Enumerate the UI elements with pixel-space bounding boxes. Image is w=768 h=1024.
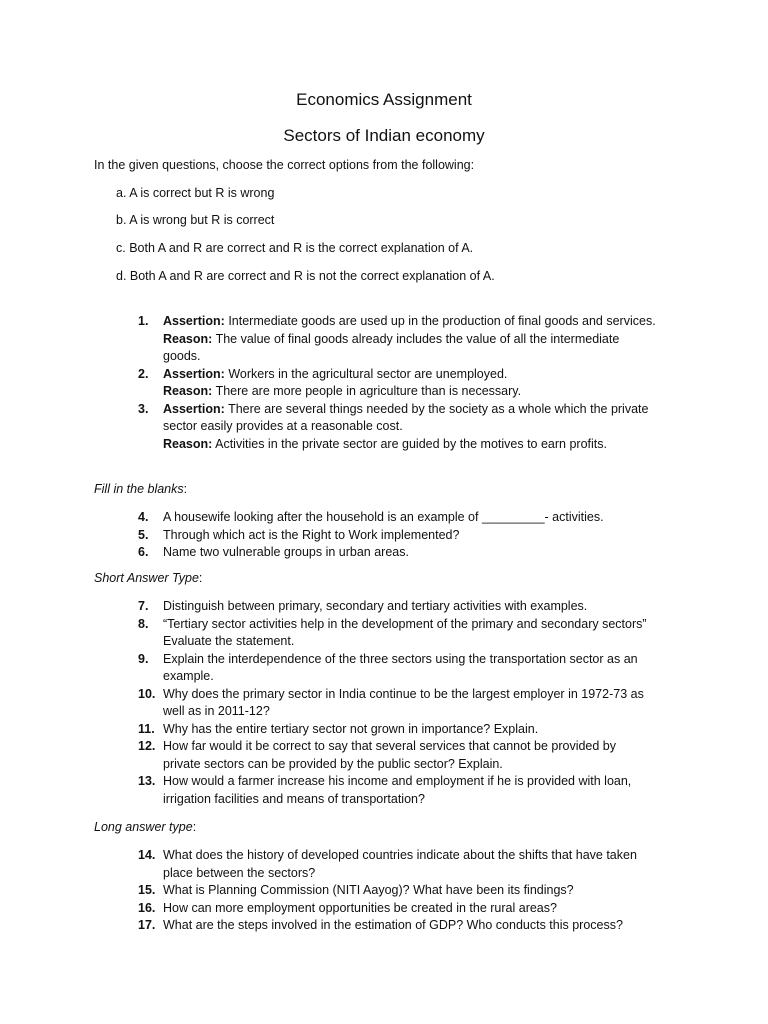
question-text xyxy=(163,721,698,739)
list-item xyxy=(138,401,698,454)
question-line: place between the sectors? xyxy=(163,865,316,880)
section-heading-colon: : xyxy=(192,820,197,834)
document-title: Economics Assignment xyxy=(296,90,472,109)
list-item xyxy=(138,509,698,527)
reason-text: The value of final goods already includes the value of all the intermediate xyxy=(215,331,620,346)
list-item xyxy=(138,882,698,900)
question-number: 16. xyxy=(138,900,156,915)
question-text xyxy=(163,401,698,454)
section-heading-text: Long answer type xyxy=(94,820,193,834)
assertion-line xyxy=(163,313,698,331)
list-item xyxy=(138,313,698,366)
list-item xyxy=(138,773,698,808)
list-item xyxy=(138,721,698,739)
question-text xyxy=(163,616,698,651)
question-number: 9. xyxy=(138,651,149,666)
question-line: What is Planning Commission (NITI Aayog)? What have been its findings? xyxy=(163,883,574,897)
reason-label: Reason: xyxy=(163,436,213,451)
question-number: 11. xyxy=(138,721,155,736)
question-text xyxy=(163,598,698,616)
assertion-reason-list xyxy=(138,313,698,453)
list-item xyxy=(138,527,698,545)
question-text xyxy=(163,882,698,900)
question-line: “Tertiary sector activities help in the development of the primary and secondary sectors” xyxy=(163,616,647,631)
section-heading-long-answer xyxy=(94,820,196,834)
question-line: What are the steps involved in the estimation of GDP? Who conducts this process? xyxy=(163,918,623,932)
section-heading-fill-blanks xyxy=(94,482,187,496)
section-heading-short-answer xyxy=(94,571,202,585)
question-number: 6. xyxy=(138,545,149,559)
section-heading-colon: : xyxy=(198,571,203,585)
question-text: Name two vulnerable groups in urban areas. xyxy=(163,545,409,559)
question-line: example. xyxy=(163,669,214,683)
list-item xyxy=(138,651,698,686)
assertion-line xyxy=(163,401,698,419)
question-text: A housewife looking after the household is an example of _________- activities. xyxy=(163,510,604,524)
assertion-text: Workers in the agricultural sector are unemployed. xyxy=(228,366,508,381)
assertion-label: Assertion: xyxy=(163,314,225,328)
question-line: Explain the interdependence of the three sectors using the transportation sector as an xyxy=(163,651,638,666)
fill-blanks-list xyxy=(138,509,698,562)
list-item xyxy=(138,616,698,651)
question-text xyxy=(163,917,698,935)
reason-continuation: goods. xyxy=(163,349,201,363)
option-b: b. A is wrong but R is correct xyxy=(116,213,275,227)
reason-text: Activities in the private sector are guided by the motives to earn profits. xyxy=(215,436,607,451)
list-item xyxy=(138,686,698,721)
reason-line xyxy=(163,436,698,454)
assertion-label: Assertion: xyxy=(163,366,225,381)
list-item xyxy=(138,917,698,935)
short-answer-list xyxy=(138,598,698,808)
question-number: 10. xyxy=(138,686,156,701)
assertion-text: There are several things needed by the society as a whole which the private xyxy=(228,401,649,416)
question-number: 12. xyxy=(138,739,156,753)
assertion-label: Assertion: xyxy=(163,401,225,416)
assertion-text: Intermediate goods are used up in the production of final goods and services. xyxy=(228,314,656,328)
assertion-line xyxy=(163,366,698,384)
list-item xyxy=(138,598,698,616)
reason-label: Reason: xyxy=(163,331,213,346)
question-line: How far would it be correct to say that several services that cannot be provided by xyxy=(163,739,617,753)
list-item xyxy=(138,900,698,918)
question-text xyxy=(163,651,698,686)
question-number: 17. xyxy=(138,918,156,932)
question-text xyxy=(163,847,698,882)
question-line: irrigation facilities and means of transportation? xyxy=(163,791,425,806)
question-line: Why has the entire tertiary sector not grown in importance? Explain. xyxy=(163,721,539,736)
question-line: well as in 2011-12? xyxy=(163,704,270,718)
list-item xyxy=(138,366,698,401)
question-line: How would a farmer increase his income and employment if he is provided with loan, xyxy=(163,774,632,788)
document-subtitle: Sectors of Indian economy xyxy=(283,126,485,145)
list-item xyxy=(138,738,698,773)
list-item xyxy=(138,544,698,562)
option-d: d. Both A and R are correct and R is not the correct explanation of A. xyxy=(116,269,495,283)
question-number: 15. xyxy=(138,883,156,897)
question-number: 1. xyxy=(138,314,149,328)
instructions: In the given questions, choose the correct options from the following: xyxy=(94,158,475,172)
question-line: private sectors can be provided by the public sector? Explain. xyxy=(163,756,503,771)
assertion-continuation: sector easily provides at a reasonable cost. xyxy=(163,419,403,433)
question-text: Through which act is the Right to Work implemented? xyxy=(163,527,460,542)
question-text xyxy=(163,686,698,721)
question-number: 14. xyxy=(138,848,156,862)
reason-label: Reason: xyxy=(163,384,213,398)
question-number: 13. xyxy=(138,774,156,788)
question-number: 5. xyxy=(138,527,149,542)
reason-line xyxy=(163,383,698,401)
question-line: Distinguish between primary, secondary and tertiary activities with examples. xyxy=(163,599,588,613)
question-number: 4. xyxy=(138,510,149,524)
option-a: a. A is correct but R is wrong xyxy=(116,186,275,200)
question-text xyxy=(163,313,698,366)
option-c: c. Both A and R are correct and R is the correct explanation of A. xyxy=(116,241,474,255)
question-number: 3. xyxy=(138,401,149,416)
question-text xyxy=(163,773,698,808)
question-number: 8. xyxy=(138,616,149,631)
question-text xyxy=(163,900,698,918)
reason-text: There are more people in agriculture than is necessary. xyxy=(215,384,522,398)
question-text xyxy=(163,366,698,401)
question-line: How can more employment opportunities be created in the rural areas? xyxy=(163,900,557,915)
question-number: 2. xyxy=(138,366,149,381)
section-heading-colon: : xyxy=(183,482,188,496)
question-line: Why does the primary sector in India continue to be the largest employer in 1972-73 as xyxy=(163,686,644,701)
reason-line xyxy=(163,331,698,349)
long-answer-list xyxy=(138,847,698,935)
question-line: Evaluate the statement. xyxy=(163,634,295,648)
list-item xyxy=(138,847,698,882)
section-heading-text: Fill in the blanks xyxy=(94,482,184,496)
question-text xyxy=(163,738,698,773)
question-line: What does the history of developed countries indicate about the shifts that have taken xyxy=(163,848,637,862)
section-heading-text: Short Answer Type xyxy=(94,571,199,585)
question-number: 7. xyxy=(138,599,149,613)
